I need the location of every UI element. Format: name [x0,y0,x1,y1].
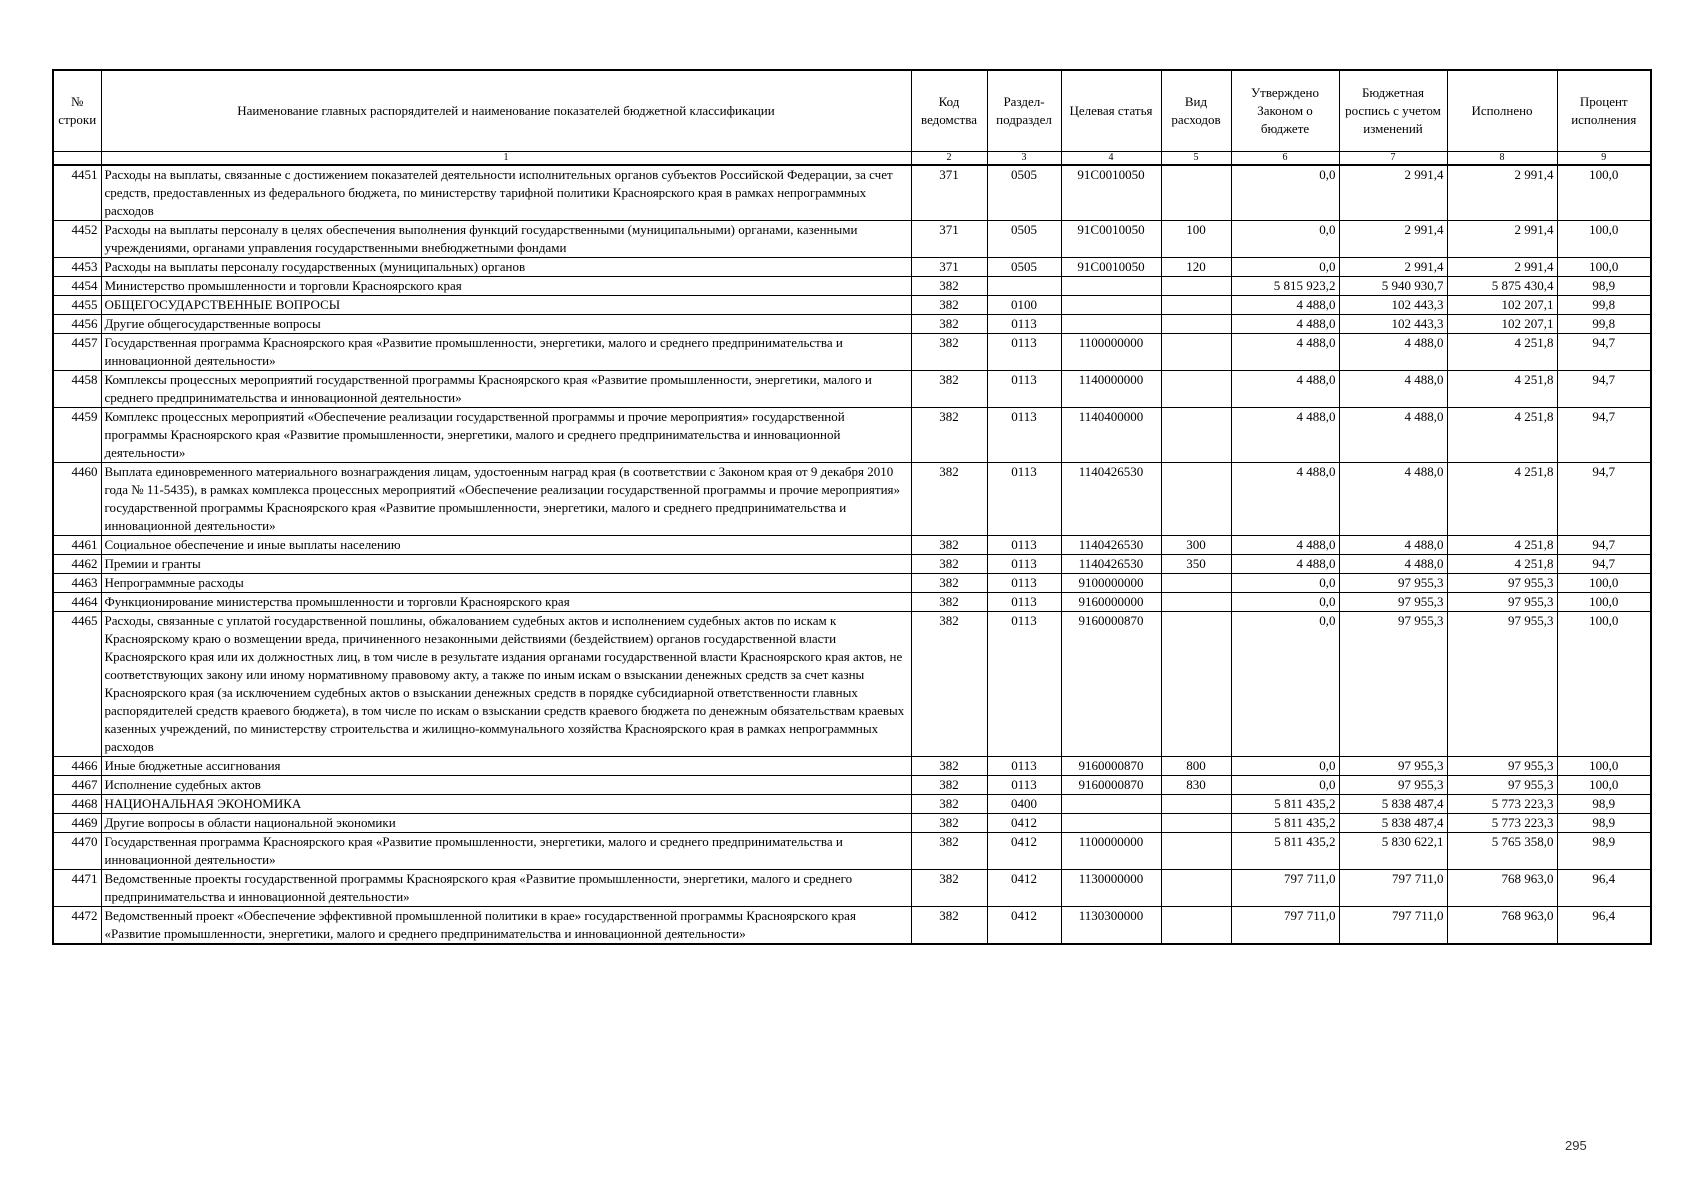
row-number: 4453 [53,258,101,277]
target-article: 1130300000 [1061,907,1161,945]
row-number: 4451 [53,165,101,221]
expense-type [1161,315,1231,334]
table-row [53,593,1651,612]
executed-amount: 2 991,4 [1447,258,1557,277]
executed-amount: 5 875 430,4 [1447,277,1557,296]
approved-amount: 0,0 [1231,593,1339,612]
table-row [53,334,1651,371]
row-number: 4454 [53,277,101,296]
budget-list-amount: 4 488,0 [1339,371,1447,408]
section-code: 0113 [987,776,1061,795]
agency-code: 371 [911,165,987,221]
section-code: 0412 [987,814,1061,833]
approved-amount: 5 811 435,2 [1231,833,1339,870]
approved-amount: 797 711,0 [1231,907,1339,945]
budget-list-amount: 102 443,3 [1339,315,1447,334]
agency-code: 382 [911,907,987,945]
name-header: Наименование главных распорядителей и наименование показателей бюджетной классификации [101,70,911,152]
budget-list-amount: 2 991,4 [1339,258,1447,277]
target-article: 91C0010050 [1061,165,1161,221]
approved-amount: 4 488,0 [1231,371,1339,408]
expense-type: 100 [1161,221,1231,258]
section-code: 0113 [987,536,1061,555]
approved-amount: 5 815 923,2 [1231,277,1339,296]
row-name: Исполнение судебных актов [101,776,911,795]
column-number: 5 [1161,152,1231,166]
target-article [1061,296,1161,315]
target-article: 1100000000 [1061,334,1161,371]
approved-amount: 0,0 [1231,165,1339,221]
executed-amount: 4 251,8 [1447,334,1557,371]
section-code: 0505 [987,221,1061,258]
approved-amount: 797 711,0 [1231,870,1339,907]
row-number: 4460 [53,463,101,536]
column-number: 2 [911,152,987,166]
executed-amount: 97 955,3 [1447,593,1557,612]
section-code: 0412 [987,870,1061,907]
approved-amount: 0,0 [1231,574,1339,593]
expense-type [1161,833,1231,870]
target-article: 1140400000 [1061,408,1161,463]
expense-type [1161,277,1231,296]
approved-amount: 4 488,0 [1231,315,1339,334]
target-article: 1100000000 [1061,833,1161,870]
column-number: 8 [1447,152,1557,166]
execution-percent: 99,8 [1557,315,1651,334]
budget-list-amount: 5 830 622,1 [1339,833,1447,870]
agency-code: 382 [911,334,987,371]
section-code: 0113 [987,334,1061,371]
header-row [53,70,1651,152]
section-code: 0113 [987,593,1061,612]
agency-code: 382 [911,315,987,334]
agency-code: 382 [911,408,987,463]
expense-type [1161,593,1231,612]
section-code: 0113 [987,371,1061,408]
expense-type [1161,907,1231,945]
budget-list-amount: 102 443,3 [1339,296,1447,315]
agency-code: 382 [911,776,987,795]
expense-type: 350 [1161,555,1231,574]
expense-type: 300 [1161,536,1231,555]
table-row [53,258,1651,277]
executed-amount: 2 991,4 [1447,221,1557,258]
row-name: Другие общегосударственные вопросы [101,315,911,334]
row-number: 4461 [53,536,101,555]
target-article [1061,795,1161,814]
target-article [1061,277,1161,296]
row-name: Комплексы процессных мероприятий государственной программы Красноярского края «Развитие промышленности, энергетики, малого и среднего предпринимательства и инновационной деятельности» [101,371,911,408]
table-row [53,555,1651,574]
target-article: 1140426530 [1061,555,1161,574]
budget-list-amount: 4 488,0 [1339,408,1447,463]
target-article: 1140000000 [1061,371,1161,408]
row-name: Иные бюджетные ассигнования [101,757,911,776]
execution-percent: 100,0 [1557,165,1651,221]
agency-code: 382 [911,296,987,315]
row-number: 4463 [53,574,101,593]
table-row [53,907,1651,945]
approved-amount: 5 811 435,2 [1231,795,1339,814]
column-number: 4 [1061,152,1161,166]
table-body [53,165,1651,944]
column-number: 9 [1557,152,1651,166]
agency-code: 382 [911,814,987,833]
row-number: 4459 [53,408,101,463]
agency-code: 382 [911,277,987,296]
agency-code: 382 [911,463,987,536]
section-code: 0412 [987,833,1061,870]
row-number: 4469 [53,814,101,833]
section-code: 0505 [987,165,1061,221]
execution-percent: 94,7 [1557,555,1651,574]
section-code: 0113 [987,315,1061,334]
row-number-header: № строки [53,70,101,152]
executed-amount: 4 251,8 [1447,371,1557,408]
budget-list-amount: 97 955,3 [1339,593,1447,612]
expense-type [1161,612,1231,757]
row-number: 4470 [53,833,101,870]
execution-percent: 100,0 [1557,612,1651,757]
section-code: 0113 [987,574,1061,593]
approved-amount: 0,0 [1231,221,1339,258]
executed-amount: 5 765 358,0 [1447,833,1557,870]
approved-amount: 0,0 [1231,612,1339,757]
row-name: ОБЩЕГОСУДАРСТВЕННЫЕ ВОПРОСЫ [101,296,911,315]
budget-list-amount: 797 711,0 [1339,907,1447,945]
agency-code: 382 [911,593,987,612]
budget-list-amount: 5 838 487,4 [1339,795,1447,814]
row-name: Ведомственные проекты государственной программы Красноярского края «Развитие промышленности, энергетики, малого и среднего предпринимательства и инновационной деятельности» [101,870,911,907]
executed-amount: 97 955,3 [1447,757,1557,776]
column-number: 1 [101,152,911,166]
row-name: Расходы на выплаты персоналу государственных (муниципальных) органов [101,258,911,277]
target-article: 1130000000 [1061,870,1161,907]
table-row [53,536,1651,555]
table-row [53,296,1651,315]
row-number: 4462 [53,555,101,574]
row-number: 4456 [53,315,101,334]
row-name: Расходы на выплаты персоналу в целях обеспечения выполнения функций государственными (муниципальными) органами, казенными учреждениями, органами управления государственными внебюджетными фондами [101,221,911,258]
expense-type [1161,371,1231,408]
target-article [1061,315,1161,334]
execution-percent: 98,9 [1557,795,1651,814]
execution-percent: 100,0 [1557,593,1651,612]
expense-type-header: Вид расходов [1161,70,1231,152]
agency-code: 382 [911,574,987,593]
row-name: Функционирование министерства промышленности и торговли Красноярского края [101,593,911,612]
row-number: 4452 [53,221,101,258]
agency-code: 382 [911,555,987,574]
table-row [53,795,1651,814]
agency-code: 382 [911,870,987,907]
page-number: 295 [1565,1138,1587,1153]
executed-amount: 4 251,8 [1447,408,1557,463]
budget-list-amount: 4 488,0 [1339,463,1447,536]
execution-percent: 96,4 [1557,870,1651,907]
budget-list-amount: 2 991,4 [1339,165,1447,221]
execution-percent: 100,0 [1557,258,1651,277]
budget-list-amount: 797 711,0 [1339,870,1447,907]
expense-type [1161,334,1231,371]
section-code: 0113 [987,463,1061,536]
executed-amount: 768 963,0 [1447,907,1557,945]
agency-code: 382 [911,371,987,408]
budget-list-amount: 5 940 930,7 [1339,277,1447,296]
agency-code: 371 [911,258,987,277]
execution-percent: 98,9 [1557,277,1651,296]
execution-percent: 94,7 [1557,334,1651,371]
executed-header: Исполнено [1447,70,1557,152]
budget-list-amount: 4 488,0 [1339,536,1447,555]
table-row [53,612,1651,757]
row-name: Расходы на выплаты, связанные с достижением показателей деятельности исполнительных органов субъектов Российской Федерации, за счет средств, предоставленных из федерального бюджета, по министерству тарифной политики Красноярского края в рамках непрограммных расходов [101,165,911,221]
expense-type [1161,814,1231,833]
agency-code: 382 [911,795,987,814]
agency-code: 371 [911,221,987,258]
approved-amount: 4 488,0 [1231,555,1339,574]
row-number: 4458 [53,371,101,408]
row-name: Другие вопросы в области национальной экономики [101,814,911,833]
section-code: 0113 [987,555,1061,574]
target-article: 1140426530 [1061,536,1161,555]
executed-amount: 5 773 223,3 [1447,795,1557,814]
budget-list-amount: 97 955,3 [1339,574,1447,593]
expense-type [1161,408,1231,463]
row-number: 4467 [53,776,101,795]
execution-percent: 98,9 [1557,833,1651,870]
column-number-row [53,152,1651,166]
expense-type: 120 [1161,258,1231,277]
target-article: 91C0010050 [1061,258,1161,277]
section-code [987,277,1061,296]
executed-amount: 97 955,3 [1447,612,1557,757]
target-article: 9160000870 [1061,776,1161,795]
approved-amount: 4 488,0 [1231,536,1339,555]
execution-percent: 100,0 [1557,776,1651,795]
table-row [53,277,1651,296]
table-row [53,870,1651,907]
row-number: 4468 [53,795,101,814]
agency-code: 382 [911,612,987,757]
execution-percent: 94,7 [1557,371,1651,408]
executed-amount: 2 991,4 [1447,165,1557,221]
table-row [53,221,1651,258]
expense-type: 830 [1161,776,1231,795]
column-number: 6 [1231,152,1339,166]
row-number: 4464 [53,593,101,612]
target-article-header: Целевая статья [1061,70,1161,152]
execution-percent: 100,0 [1557,221,1651,258]
expense-type: 800 [1161,757,1231,776]
expense-type [1161,165,1231,221]
execution-percent: 99,8 [1557,296,1651,315]
table-row [53,315,1651,334]
execution-percent: 100,0 [1557,574,1651,593]
approved-amount: 4 488,0 [1231,334,1339,371]
row-name: Комплекс процессных мероприятий «Обеспечение реализации государственной программы и прочие мероприятия» государственной программы Красноярского края «Развитие промышленности, энергетики, малого и среднего предпринимательства и инновационной деятельности» [101,408,911,463]
budget-list-amount: 97 955,3 [1339,776,1447,795]
row-name: Ведомственный проект «Обеспечение эффективной промышленной политики в крае» государственной программы Красноярского края «Развитие промышленности, энергетики, малого и среднего предпринимательства и инновационной деятельности» [101,907,911,945]
row-name: Министерство промышленности и торговли Красноярского края [101,277,911,296]
execution-percent: 100,0 [1557,757,1651,776]
executed-amount: 97 955,3 [1447,776,1557,795]
column-number: 7 [1339,152,1447,166]
expense-type [1161,463,1231,536]
row-number: 4457 [53,334,101,371]
budget-list-amount: 4 488,0 [1339,555,1447,574]
table-row [53,814,1651,833]
table-row [53,463,1651,536]
section-code: 0505 [987,258,1061,277]
budget-list-amount: 97 955,3 [1339,757,1447,776]
approved-amount: 5 811 435,2 [1231,814,1339,833]
row-name: Государственная программа Красноярского края «Развитие промышленности, энергетики, малого и среднего предпринимательства и инновационной деятельности» [101,334,911,371]
percent-header: Процент исполнения [1557,70,1651,152]
table-row [53,574,1651,593]
section-code: 0412 [987,907,1061,945]
table-header [53,70,1651,165]
column-number: 3 [987,152,1061,166]
target-article: 9160000000 [1061,593,1161,612]
approved-amount: 4 488,0 [1231,463,1339,536]
section-header: Раздел-подраздел [987,70,1061,152]
executed-amount: 102 207,1 [1447,296,1557,315]
executed-amount: 97 955,3 [1447,574,1557,593]
section-code: 0113 [987,757,1061,776]
row-number: 4465 [53,612,101,757]
table-row [53,757,1651,776]
expense-type [1161,795,1231,814]
approved-amount: 0,0 [1231,776,1339,795]
row-name: Расходы, связанные с уплатой государственной пошлины, обжалованием судебных актов и исполнением судебных актов по искам к Красноярскому краю о возмещении вреда, причиненного незаконными действиями (бездействием) органов государственной власти Красноярского края или их должностных лиц, в том числе в результате издания органами государственной власти Красноярского края актов, не соответствующих закону или иному нормативному правовому акту, а также по иным искам о взыскании денежных средств за счет казны Красноярского края (за исключением судебных актов о взыскании денежных средств в порядке субсидиарной ответственности главных распорядителей средств краевого бюджета), в том числе по искам о взыскании средств краевого бюджета по денежным обязательствам краевых казенных учреждений, по министерству строительства и жилищно-коммунального хозяйства Красноярского края в рамках непрограммных расходов [101,612,911,757]
target-article [1061,814,1161,833]
execution-percent: 98,9 [1557,814,1651,833]
row-name: НАЦИОНАЛЬНАЯ ЭКОНОМИКА [101,795,911,814]
expense-type [1161,574,1231,593]
budget-table [52,69,1652,945]
table-row [53,776,1651,795]
agency-code: 382 [911,757,987,776]
target-article: 9160000870 [1061,612,1161,757]
table-row [53,371,1651,408]
row-name: Премии и гранты [101,555,911,574]
approved-header: Утверждено Законом о бюджете [1231,70,1339,152]
target-article: 1140426530 [1061,463,1161,536]
table-row [53,833,1651,870]
executed-amount: 4 251,8 [1447,536,1557,555]
agency-code-header: Код ведомства [911,70,987,152]
executed-amount: 5 773 223,3 [1447,814,1557,833]
budget-list-amount: 2 991,4 [1339,221,1447,258]
approved-amount: 0,0 [1231,757,1339,776]
agency-code: 382 [911,536,987,555]
execution-percent: 94,7 [1557,408,1651,463]
row-number: 4455 [53,296,101,315]
table-row [53,165,1651,221]
executed-amount: 4 251,8 [1447,555,1557,574]
expense-type [1161,870,1231,907]
table-row [53,408,1651,463]
section-code: 0400 [987,795,1061,814]
column-number [53,152,101,166]
agency-code: 382 [911,833,987,870]
approved-amount: 4 488,0 [1231,408,1339,463]
row-number: 4471 [53,870,101,907]
executed-amount: 768 963,0 [1447,870,1557,907]
budget-list-header: Бюджетная роспись с учетом изменений [1339,70,1447,152]
budget-list-amount: 97 955,3 [1339,612,1447,757]
target-article: 91C0010050 [1061,221,1161,258]
approved-amount: 0,0 [1231,258,1339,277]
expense-type [1161,296,1231,315]
target-article: 9100000000 [1061,574,1161,593]
executed-amount: 4 251,8 [1447,463,1557,536]
execution-percent: 94,7 [1557,536,1651,555]
executed-amount: 102 207,1 [1447,315,1557,334]
row-number: 4472 [53,907,101,945]
target-article: 9160000870 [1061,757,1161,776]
row-number: 4466 [53,757,101,776]
budget-list-amount: 5 838 487,4 [1339,814,1447,833]
execution-percent: 96,4 [1557,907,1651,945]
row-name: Государственная программа Красноярского края «Развитие промышленности, энергетики, малого и среднего предпринимательства и инновационной деятельности» [101,833,911,870]
execution-percent: 94,7 [1557,463,1651,536]
approved-amount: 4 488,0 [1231,296,1339,315]
section-code: 0100 [987,296,1061,315]
row-name: Выплата единовременного материального вознаграждения лицам, удостоенным наград края (в соответствии с Законом края от 9 декабря 2010 года № 11-5435), в рамках комплекса процессных мероприятий «Обеспечение реализации государственной программы и прочие мероприятия» государственной программы Красноярского края «Развитие промышленности, энергетики, малого и среднего предпринимательства и инновационной деятельности» [101,463,911,536]
row-name: Непрограммные расходы [101,574,911,593]
row-name: Социальное обеспечение и иные выплаты населению [101,536,911,555]
section-code: 0113 [987,408,1061,463]
section-code: 0113 [987,612,1061,757]
budget-list-amount: 4 488,0 [1339,334,1447,371]
